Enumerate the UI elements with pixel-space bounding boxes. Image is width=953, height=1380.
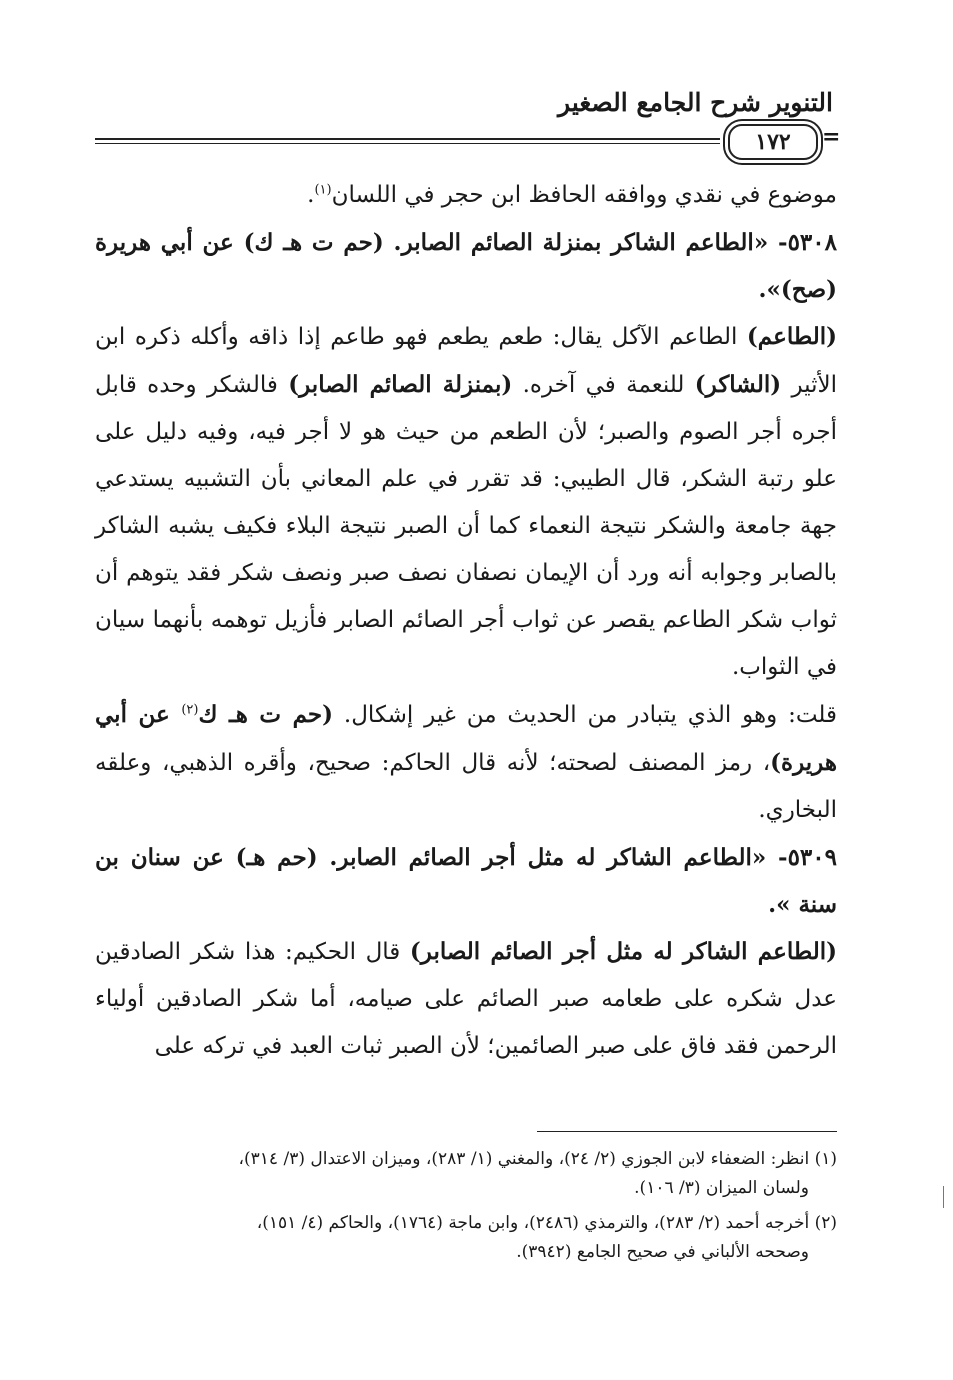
hadith-number: ٥٣٠٨- — [778, 229, 837, 256]
hadith-5309 — [95, 834, 837, 928]
footnote-1: (١) انظر: الضعفاء لابن الجوزي (٢/ ٢٤)، والمغني (١/ ٢٨٣)، وميزان الاعتدال (٣/ ٣١٤)، ولسان الميزان (٣/ ١٠٦). — [238, 1149, 837, 1198]
paragraph-continuation: موضوع في نقدي ووافقه الحافظ ابن حجر في اللسان$^{(١)}$. — [307, 182, 837, 208]
hadith-text: «الطاعم الشاكر له مثل أجر الصائم الصابر. (حم هـ) عن سنان بن سنة ». — [95, 844, 837, 918]
commentary-5308-note: قلت: وهو الذي يتبادر من الحديث من غير إشكال. (حم ت هـ ك$^{(٢)}$ عن أبي هريرة)، رمز المصنف لصحته؛ لأنه قال الحاكم: صحيح، وأقره الذهبي، وعلقه البخاري. — [95, 701, 838, 823]
header-ornament: = — [822, 124, 841, 150]
footnotes — [95, 1145, 837, 1273]
header-rule — [95, 138, 720, 140]
scan-mark — [943, 1186, 944, 1208]
footnote-separator — [537, 1131, 837, 1132]
hadith-5308 — [95, 219, 837, 313]
running-header-title: التنوير شرح الجامع الصغير — [558, 88, 833, 117]
page-number: ١٧٢ — [728, 124, 818, 160]
main-text — [95, 172, 837, 1070]
header-rule-thin — [95, 143, 720, 144]
commentary-5309: (الطاعم الشاكر له مثل أجر الصائم الصابر) قال الحكيم: هذا شكر الصادقين عدل شكره على طعامه صبر الصائم على صيامه، أما شكر الصادقين أولياء الرحمن فقد فاق على صبر الصائمين؛ لأن الصبر ثبات العبد في تركه على — [95, 938, 837, 1059]
hadith-text: «الطاعم الشاكر بمنزلة الصائم الصابر. (حم ت هـ ك) عن أبي هريرة (صح)». — [95, 229, 837, 303]
hadith-number: ٥٣٠٩- — [778, 844, 837, 871]
footnote-2: (٢) أخرجه أحمد (٢/ ٢٨٣)، والترمذي (٢٤٨٦)، وابن ماجة (١٧٦٤)، والحاكم (٤/ ١٥١)، وصححه الألباني في صحيح الجامع (٣٩٤٢). — [256, 1213, 837, 1262]
footnote-ref-1: (١) — [314, 182, 332, 198]
footnote-ref-2: (٢) — [181, 702, 199, 718]
commentary-5308: (الطاعم) الطاعم الآكل يقال: طعم يطعم فهو طاعم إذا ذاقه وأكله ذكره ابن الأثير (الشاكر) للنعمة في آخره. (بمنزلة الصائم الصابر) فالشكر وحده قابل أجره أجر الصوم والصبر؛ لأن الطعم من حيث هو لا أجر فيه، وفيه دليل على علو رتبة الشكر، قال الطيبي: قد تقرر في علم المعاني بأن التشبيه يستدعي جهة جامعة والشكر نتيجة النعماء كما أن الصبر نتيجة البلاء فكيف يشبه الشاكر بالصابر وجوابه أنه ورد أن الإيمان نصفان نصف صبر ونصف شكر فقد يتوهم أن ثواب شكر الطاعم يقصر عن ثواب أجر الصائم الصابر فأزيل توهمه بأنهما سيان في الثواب. — [95, 323, 837, 680]
